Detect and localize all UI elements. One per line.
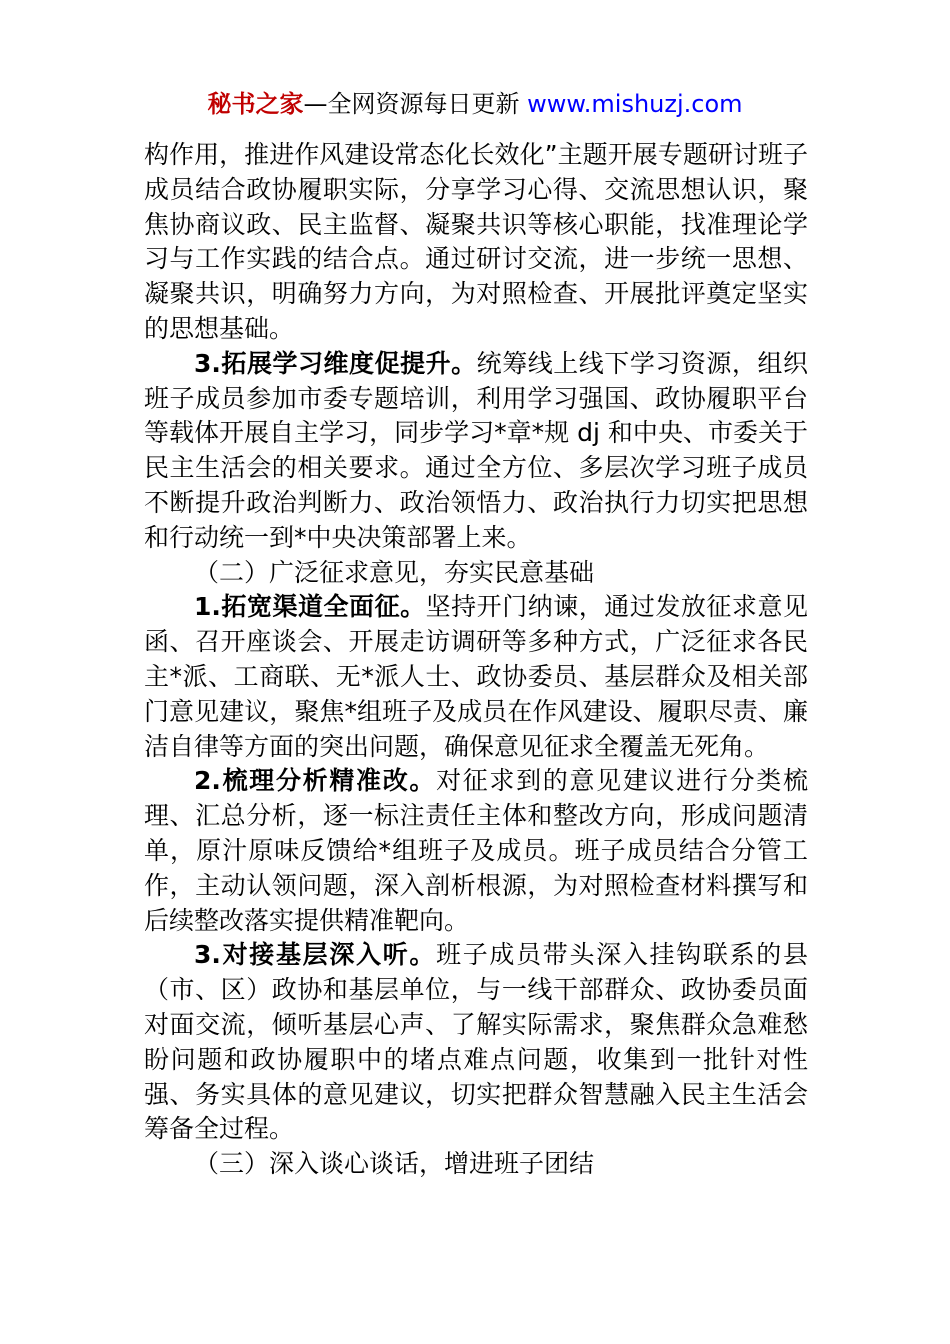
paragraph-text: 坚持开门纳谏，通过发放征求意见函、召开座谈会、开展走访调研等多种方式，广泛征求各民主*派、工商联、无*派人士、政协委员、基层群众及相关部门意见建议，聚焦*组班子及成员在作风建设、履职尽责、廉洁自律等方面的突出问题，确保意见征求全覆盖无死角。 — [144, 592, 808, 761]
site-tagline: —全网资源每日更新 — [303, 90, 528, 118]
paragraph-continued — [144, 138, 808, 347]
paragraph-lead-heading: 3.拓展学习维度促提升。 — [194, 348, 477, 378]
site-header — [0, 86, 950, 122]
paragraph-lead-heading: 1.拓宽渠道全面征。 — [194, 592, 426, 622]
paragraph-text: 构作用，推进作风建设常态化长效化”主题开展专题研讨班子成员结合政协履职实际，分享学习心得、交流思想认识，聚焦协商议政、民主监督、凝聚共识等核心职能，找准理论学习与工作实践的结合点。通过研讨交流，进一步统一思想、凝聚共识，明确努力方向，为对照检查、开展批评奠定坚实的思想基础。 — [144, 140, 808, 343]
section-heading-text: （二）广泛征求意见，夯实民意基础 — [194, 557, 595, 587]
paragraph-widen-channels — [144, 590, 808, 764]
paragraph-text: 对征求到的意见建议进行分类梳理、汇总分析，逐一标注责任主体和整改方向，形成问题清单，原汁原味反馈给*组班子及成员。班子成员结合分管工作，主动认领问题，深入剖析根源，为对照检查材料撰写和后续整改落实提供精准靶向。 — [144, 766, 808, 935]
paragraph-text: 统筹线上线下学习资源，组织班子成员参加市委专题培训，利用学习强国、政协履职平台等载体开展自主学习，同步学习*章*规 dj 和中央、市委关于民主生活会的相关要求。通过全方位、多层次学习班子成员不断提升政治判断力、政治领悟力、政治执行力切实把思想和行动统一到*中央决策部署上来。 — [144, 348, 808, 552]
paragraph-text: 班子成员带头深入挂钩联系的县（市、区）政协和基层单位，与一线干部群众、政协委员面对面交流，倾听基层心声、了解实际需求，聚焦群众急难愁盼问题和政协履职中的堵点难点问题，收集到一批针对性强、务实具体的意见建议，切实把群众智慧融入民主生活会筹备全过程。 — [144, 940, 808, 1144]
paragraph-lead-heading: 2.梳理分析精准改。 — [194, 766, 437, 796]
paragraph-grassroots-listening — [144, 938, 808, 1147]
document-body — [144, 138, 808, 1182]
site-url-link[interactable]: www.mishuzj.com — [527, 90, 743, 118]
paragraph-sort-analyze — [144, 764, 808, 938]
section-heading-heart-talks — [144, 1147, 808, 1182]
paragraph-expand-learning — [144, 347, 808, 556]
paragraph-lead-heading: 3.对接基层深入听。 — [194, 940, 437, 970]
site-brand: 秘书之家 — [207, 90, 304, 118]
section-heading-text: （三）深入谈心谈话，增进班子团结 — [194, 1149, 595, 1179]
section-heading-solicit-opinions — [144, 556, 808, 591]
